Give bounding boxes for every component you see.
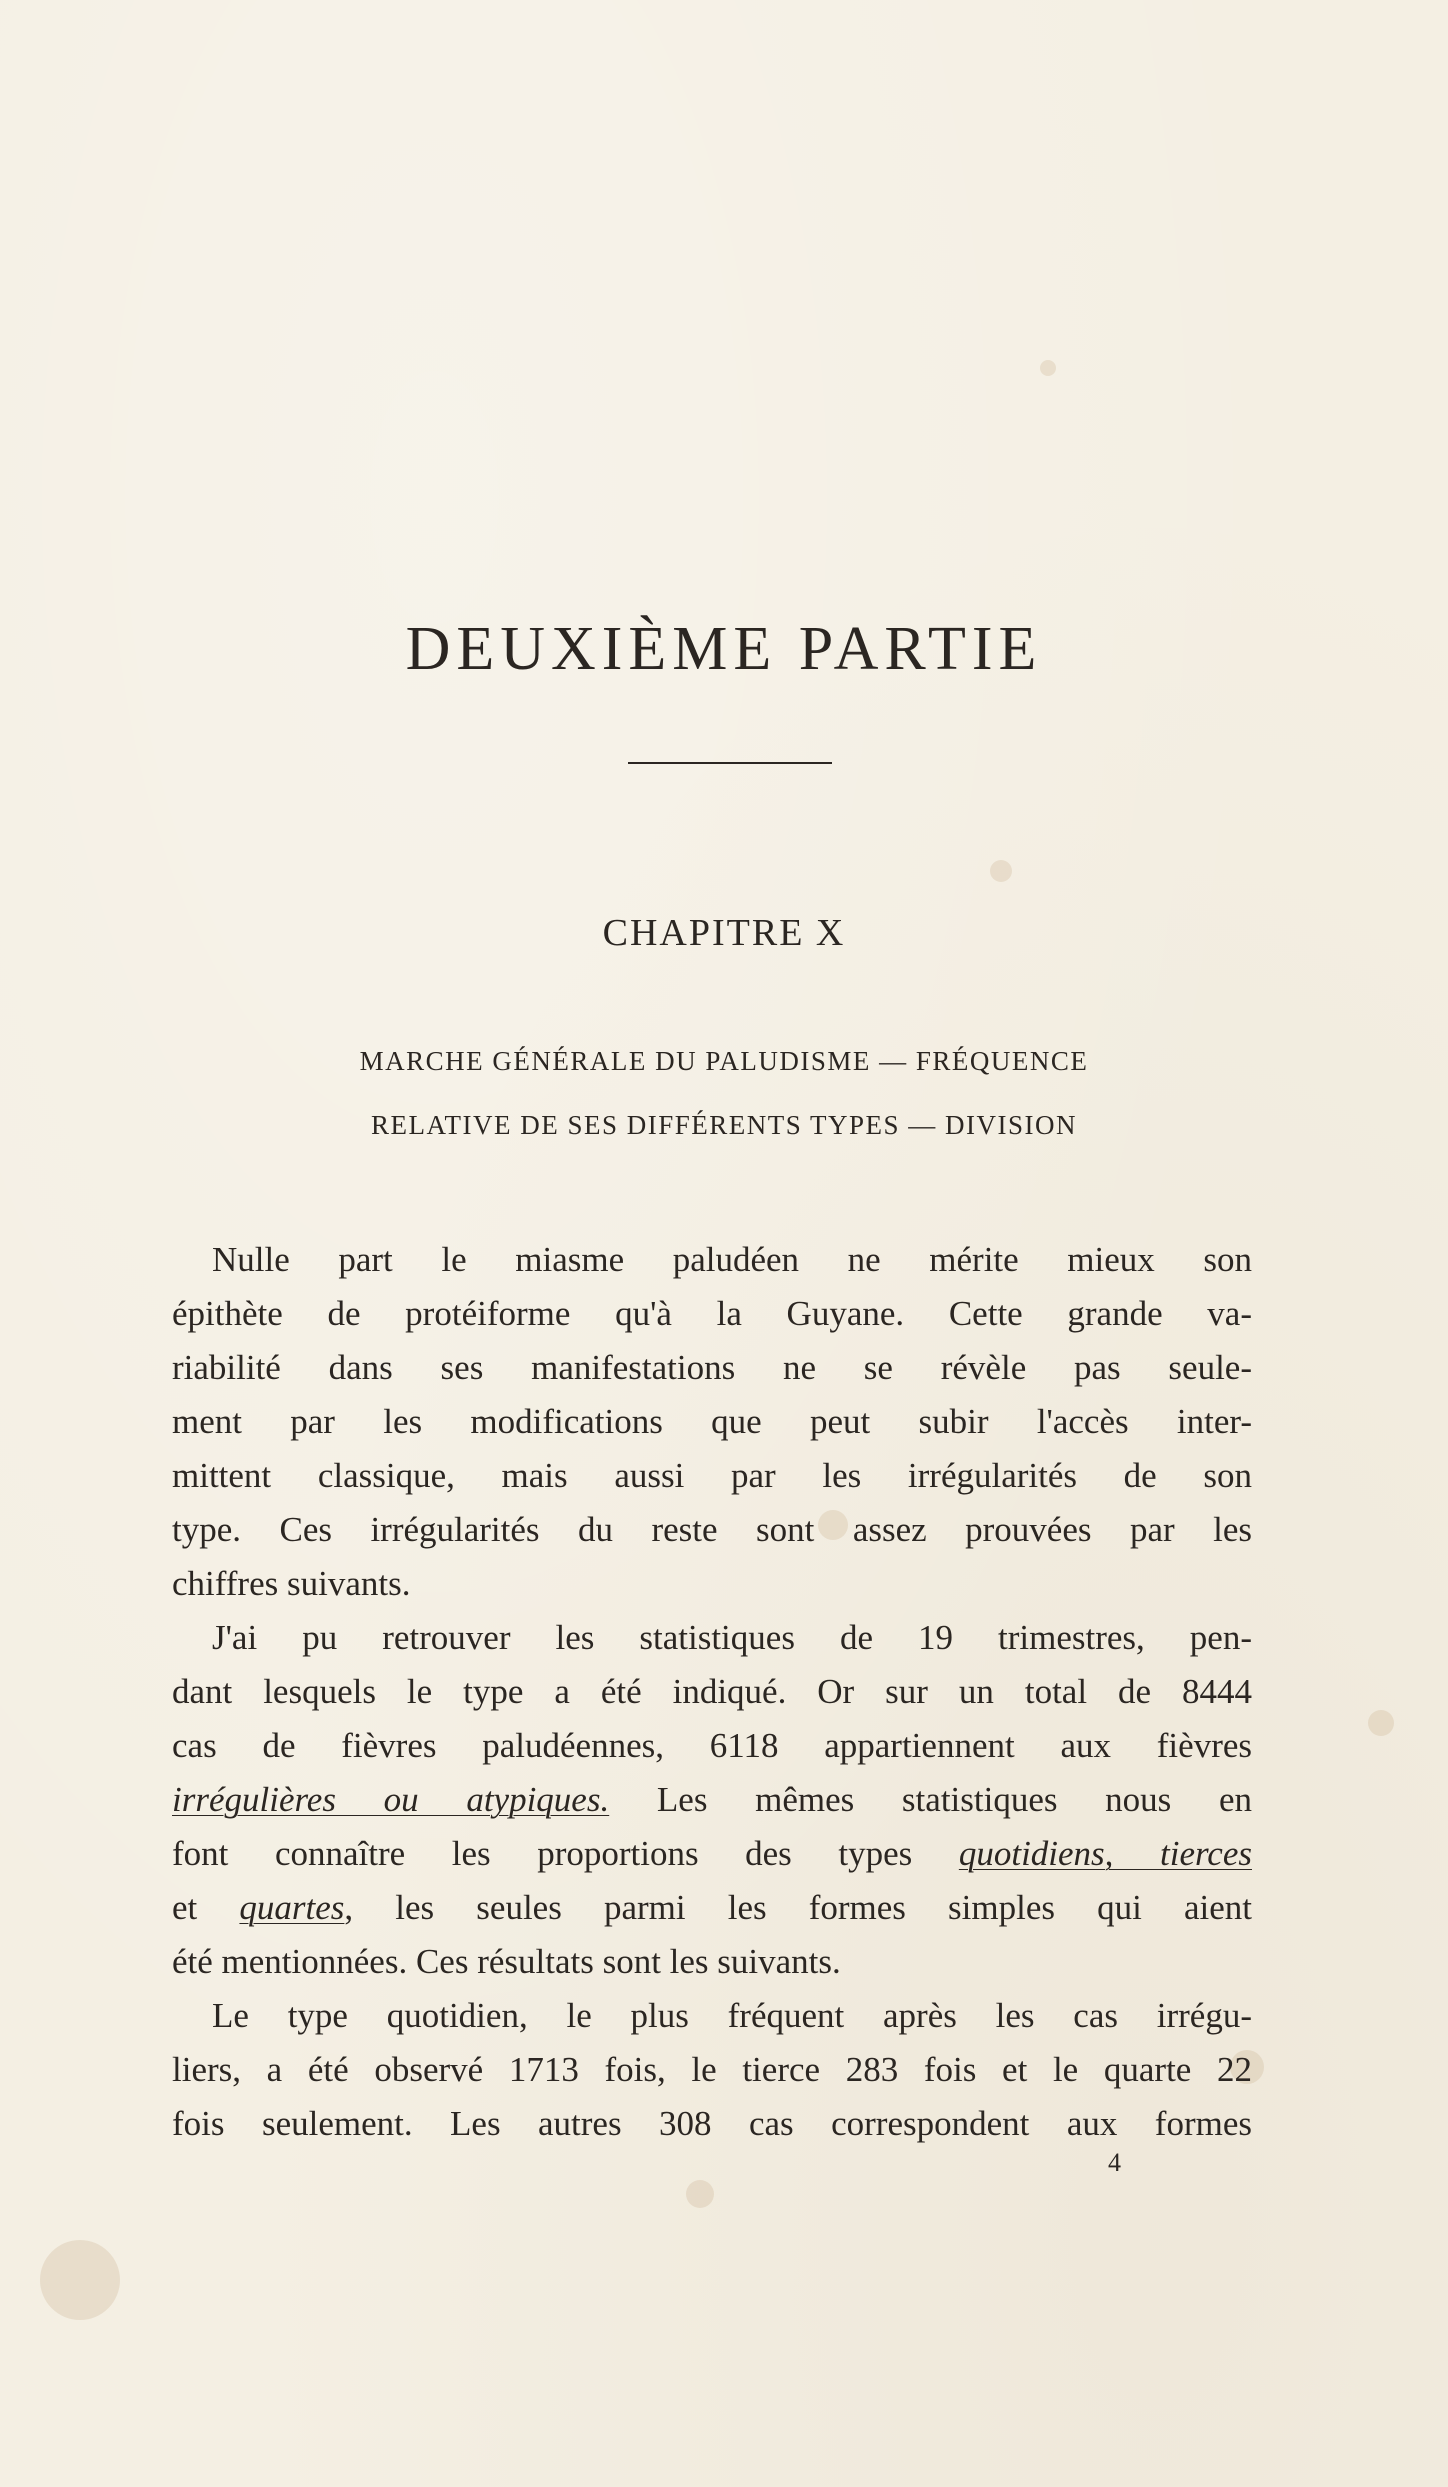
body-line: épithète de protéiforme qu'à la Guyane. Cette grande va-: [172, 1294, 1252, 1333]
body-line: mittent classique, mais aussi par les irrégularités de son: [172, 1456, 1252, 1495]
paper-stain: [40, 2240, 120, 2320]
chapter-summary-line-2: RELATIVE DE SES DIFFÉRENTS TYPES — DIVISION: [370, 1110, 1078, 1140]
body-line: J'ai pu retrouver les statistiques de 19 trimestres, pen-: [212, 1618, 1252, 1657]
body-line: été mentionnées. Ces résultats sont les suivants.: [172, 1942, 841, 1981]
body-line: chiffres suivants.: [172, 1564, 411, 1603]
part-title: DEUXIÈME PARTIE: [405, 615, 1043, 683]
paper-stain: [1368, 1710, 1394, 1736]
body-line: Nulle part le miasme paludéen ne mérite mieux son: [212, 1240, 1252, 1279]
body-line-mixed: [172, 1782, 1252, 1817]
chapter-title: CHAPITRE X: [602, 912, 846, 954]
body-line: cas de fièvres paludéennes, 6118 appartiennent aux fièvres: [172, 1726, 1252, 1765]
paper-stain: [990, 860, 1012, 882]
italic-phrase: quotidiens, tierces: [958, 1834, 1252, 1873]
body-text-fragment: , les seules parmi les formes simples qui aient: [344, 1888, 1253, 1927]
italic-phrase: quartes: [239, 1888, 345, 1927]
body-line: Le type quotidien, le plus fréquent après les cas irrégu-: [212, 1996, 1252, 2035]
body-text-fragment: et: [172, 1888, 198, 1927]
paper-stain: [1040, 360, 1056, 376]
body-line: ment par les modifications que peut subir l'accès inter-: [172, 1402, 1252, 1441]
body-line: riabilité dans ses manifestations ne se révèle pas seule-: [172, 1348, 1252, 1387]
body-line: liers, a été observé 1713 fois, le tierce 283 fois et le quarte 22: [172, 2050, 1252, 2089]
page-number: 4: [1108, 2148, 1121, 2177]
body-text-fragment: font connaître les proportions des types: [172, 1834, 913, 1873]
body-line-mixed: [172, 1836, 1252, 1871]
paper-stain: [686, 2180, 714, 2208]
body-line: type. Ces irrégularités du reste sont assez prouvées par les: [172, 1510, 1252, 1549]
body-line: fois seulement. Les autres 308 cas correspondent aux formes: [172, 2104, 1252, 2143]
body-line-mixed: [172, 1890, 1252, 1925]
title-divider: [628, 762, 832, 764]
body-text-fragment: Les mêmes statistiques nous en: [656, 1780, 1253, 1819]
italic-phrase: irrégulières ou atypiques.: [172, 1780, 610, 1819]
chapter-summary-line-1: MARCHE GÉNÉRALE DU PALUDISME — FRÉQUENCE: [359, 1046, 1089, 1076]
body-line: dant lesquels le type a été indiqué. Or sur un total de 8444: [172, 1672, 1252, 1711]
